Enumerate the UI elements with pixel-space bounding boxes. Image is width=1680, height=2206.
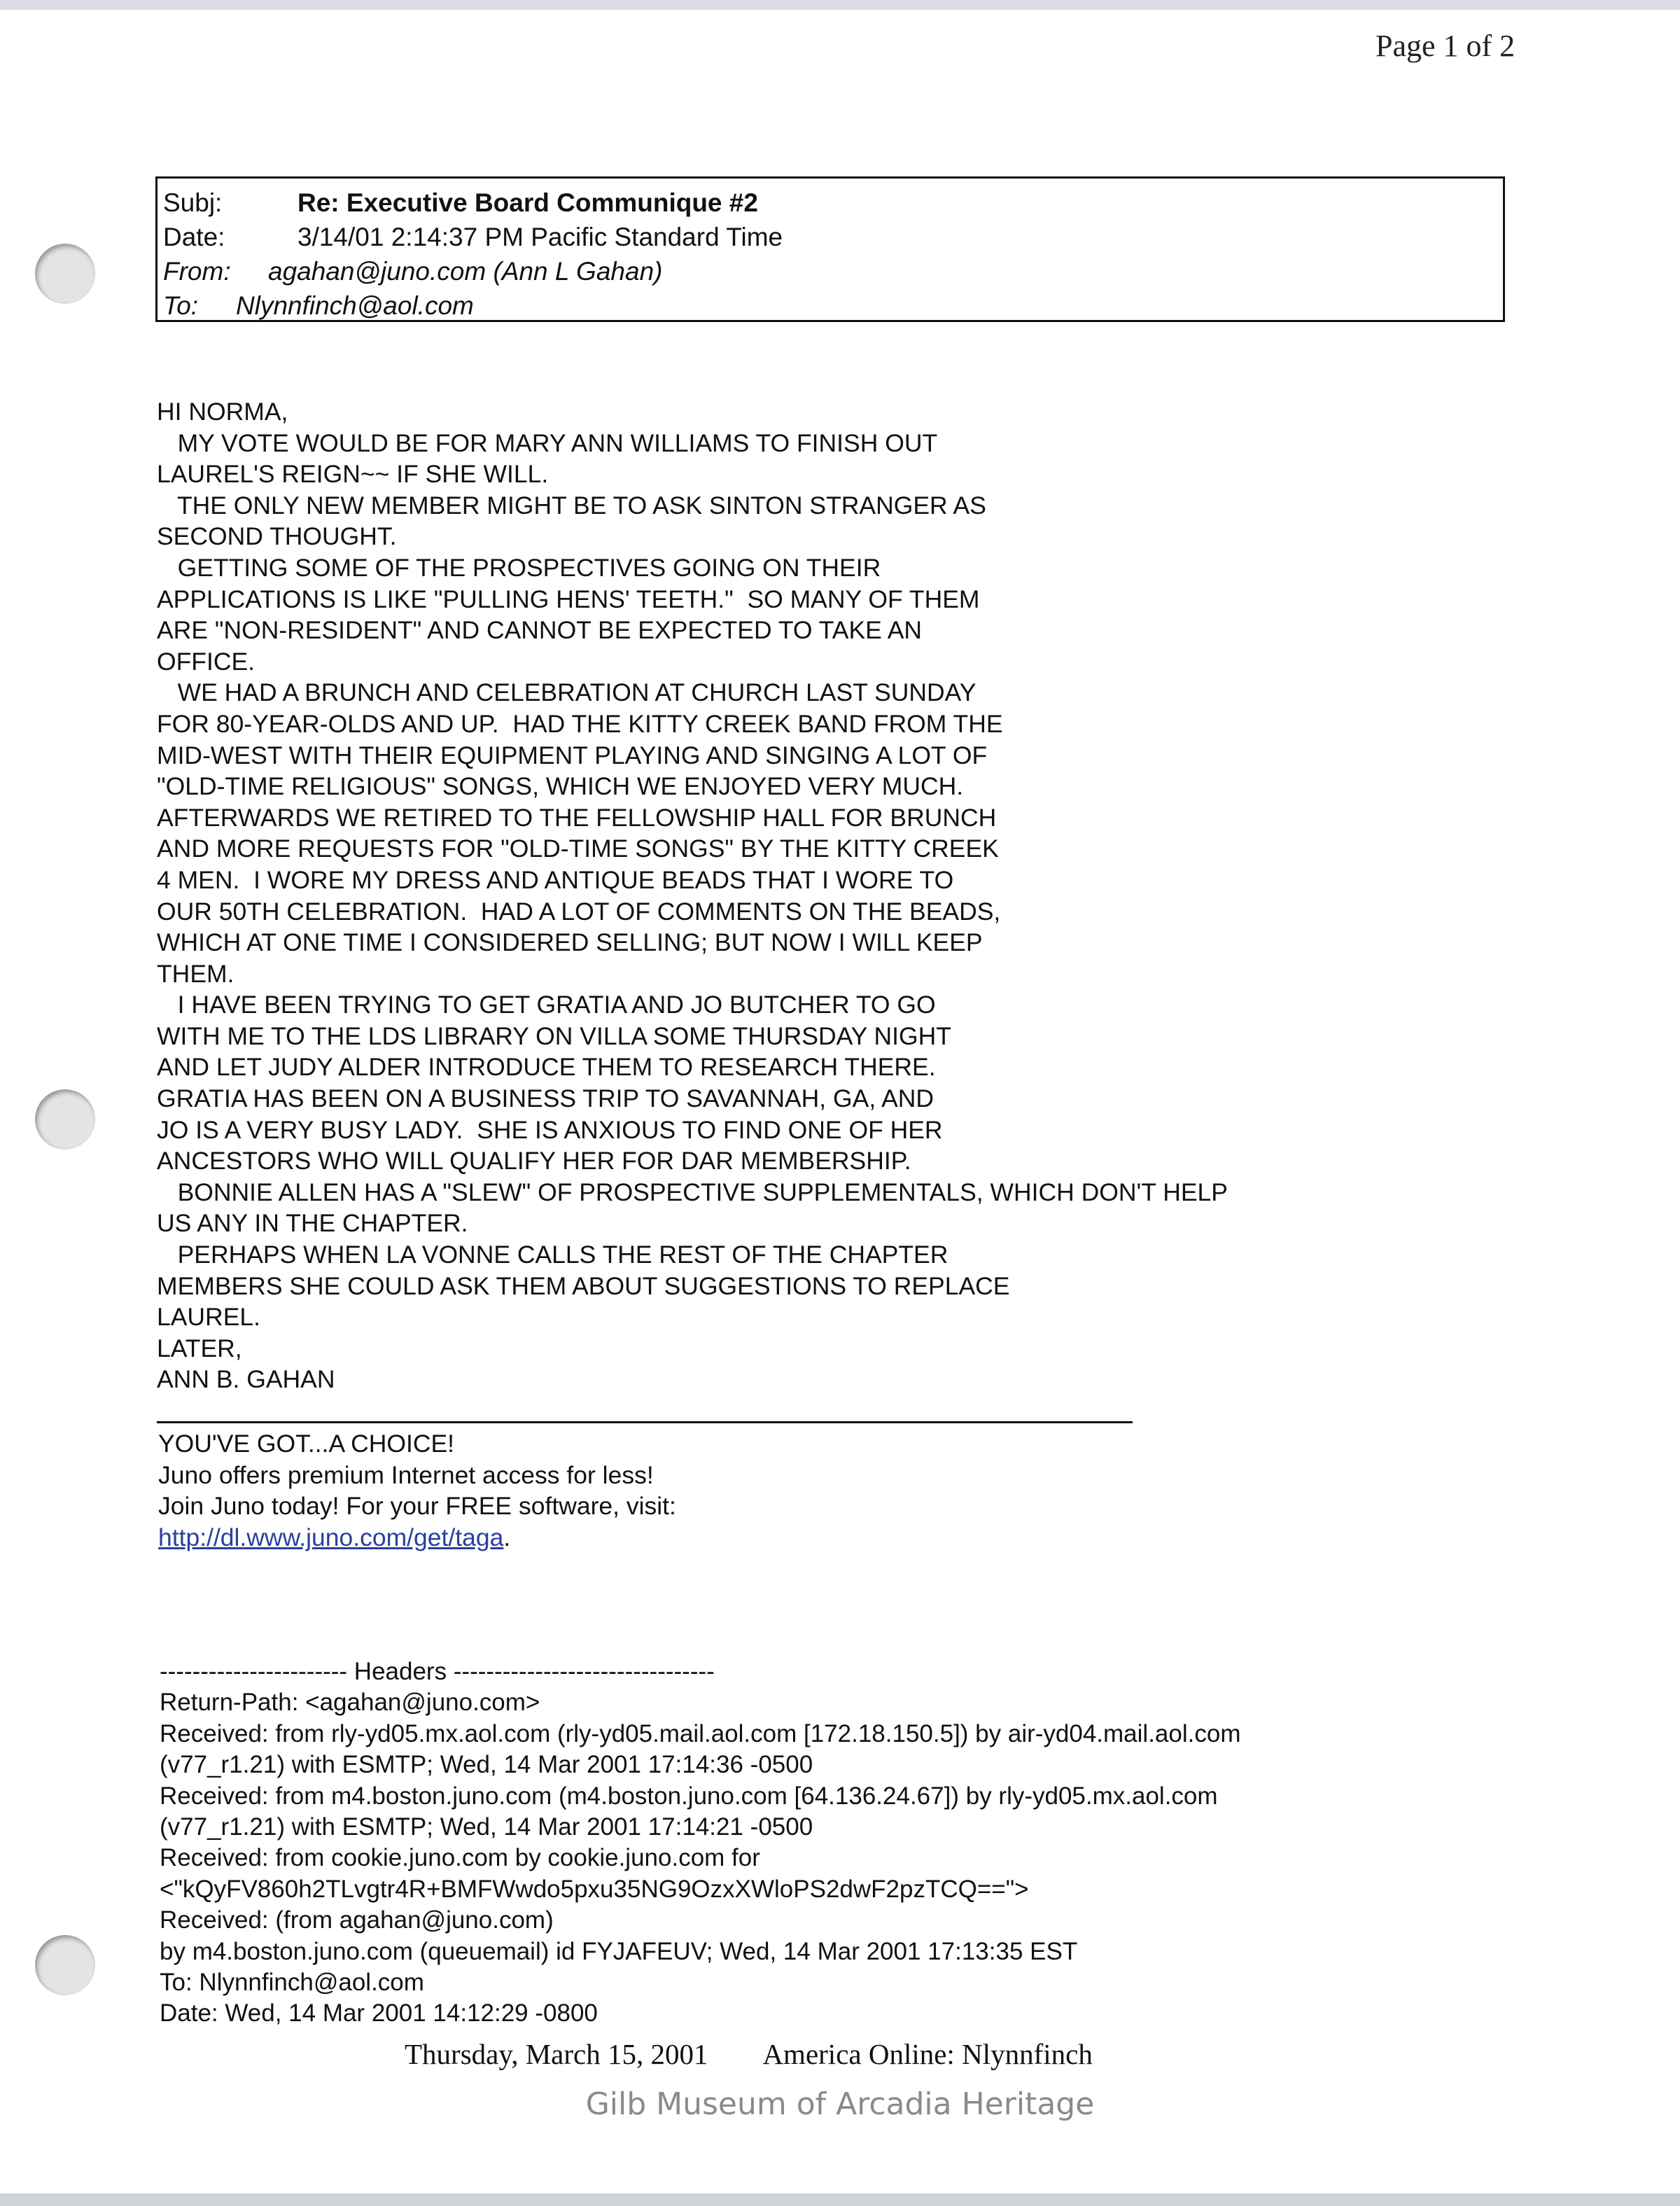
to-value: Nlynnfinch@aol.com <box>236 291 474 320</box>
header-line: Received: from m4.boston.juno.com (m4.boston.juno.com [64.136.24.67]) by rly-yd05.mx.aol.com <box>160 1782 1218 1810</box>
body-line: AND MORE REQUESTS FOR "OLD-TIME SONGS" BY THE KITTY CREEK <box>157 835 999 863</box>
body-line: FOR 80-YEAR-OLDS AND UP. HAD THE KITTY CREEK BAND FROM THE <box>157 709 1003 738</box>
header-line: Return-Path: <agahan@juno.com> <box>160 1689 540 1717</box>
body-line: OUR 50TH CELEBRATION. HAD A LOT OF COMMENTS ON THE BEADS, <box>157 897 1001 926</box>
header-line: Received: from cookie.juno.com by cookie.juno.com for <box>160 1844 760 1872</box>
body-line: WE HAD A BRUNCH AND CELEBRATION AT CHURCH LAST SUNDAY <box>157 678 976 707</box>
to-label: To: <box>163 291 199 320</box>
body-line: MID-WEST WITH THEIR EQUIPMENT PLAYING AND SINGING A LOT OF <box>157 741 988 769</box>
ad-line: Join Juno today! For your FREE software, visit: <box>158 1492 676 1521</box>
header-line: <"kQyFV860h2TLvgtr4R+BMFWwdo5pxu35NG9OzxXWloPS2dwF2pzTCQ=="> <box>160 1875 1029 1903</box>
body-line: AND LET JUDY ALDER INTRODUCE THEM TO RESEARCH THERE. <box>157 1053 936 1082</box>
from-row <box>163 254 1497 288</box>
email-header-box <box>155 176 1505 322</box>
body-line: SECOND THOUGHT. <box>157 522 397 551</box>
subject-label: Subj: <box>163 188 223 217</box>
juno-advertisement <box>158 1428 1278 1553</box>
body-line: "OLD-TIME RELIGIOUS" SONGS, WHICH WE ENJOYED VERY MUCH. <box>157 772 964 801</box>
email-body <box>157 396 1431 1395</box>
body-line: WHICH AT ONE TIME I CONSIDERED SELLING; BUT NOW I WILL KEEP <box>157 928 983 957</box>
body-line: APPLICATIONS IS LIKE "PULLING HENS' TEETH." SO MANY OF THEM <box>157 585 980 613</box>
binder-hole <box>35 244 95 304</box>
body-line: US ANY IN THE CHAPTER. <box>157 1209 468 1238</box>
body-line: ANCESTORS WHO WILL QUALIFY HER FOR DAR MEMBERSHIP. <box>157 1147 911 1175</box>
raw-headers <box>160 1656 1490 2030</box>
page-number: Page 1 of 2 <box>1376 29 1516 63</box>
to-row <box>163 288 1497 323</box>
body-line: THE ONLY NEW MEMBER MIGHT BE TO ASK SINTON STRANGER AS <box>157 491 986 519</box>
header-line: (v77_r1.21) with ESMTP; Wed, 14 Mar 2001 17:14:36 -0500 <box>160 1751 813 1779</box>
museum-watermark: Gilb Museum of Arcadia Heritage <box>585 2086 1095 2122</box>
header-line: Date: Wed, 14 Mar 2001 14:12:29 -0800 <box>160 1999 598 2027</box>
subject-row <box>163 186 1497 220</box>
body-line: ARE "NON-RESIDENT" AND CANNOT BE EXPECTED TO TAKE AN <box>157 616 923 645</box>
header-line: ----------------------- Headers -------------------------------- <box>160 1658 715 1685</box>
binder-hole <box>35 1935 95 1995</box>
body-line: AFTERWARDS WE RETIRED TO THE FELLOWSHIP HALL FOR BRUNCH <box>157 803 997 832</box>
body-line: BONNIE ALLEN HAS A "SLEW" OF PROSPECTIVE SUPPLEMENTALS, WHICH DON'T HELP <box>157 1178 1228 1206</box>
body-line: MEMBERS SHE COULD ASK THEM ABOUT SUGGESTIONS TO REPLACE <box>157 1271 1010 1300</box>
from-label: From: <box>163 257 231 286</box>
print-date: Thursday, March 15, 2001 <box>405 2038 708 2070</box>
juno-software-link[interactable]: http://dl.www.juno.com/get/taga <box>158 1523 504 1551</box>
body-line: HI NORMA, <box>157 398 288 426</box>
body-line: WITH ME TO THE LDS LIBRARY ON VILLA SOME THURSDAY NIGHT <box>157 1021 951 1050</box>
subject-value: Re: Executive Board Communique #2 <box>298 188 758 217</box>
print-service: America Online: Nlynnfinch <box>762 2038 1093 2070</box>
from-value: agahan@juno.com (Ann L Gahan) <box>268 257 663 286</box>
body-line: JO IS A VERY BUSY LADY. SHE IS ANXIOUS TO FIND ONE OF HER <box>157 1115 943 1144</box>
date-row <box>163 220 1497 254</box>
header-line: Received: from rly-yd05.mx.aol.com (rly-yd05.mail.aol.com [172.18.150.5]) by air-yd04.mail.aol.com <box>160 1719 1241 1747</box>
body-line: 4 MEN. I WORE MY DRESS AND ANTIQUE BEADS THAT I WORE TO <box>157 865 954 894</box>
date-label: Date: <box>163 223 225 251</box>
signature-divider <box>157 1421 1133 1423</box>
body-line: GRATIA HAS BEEN ON A BUSINESS TRIP TO SAVANNAH, GA, AND <box>157 1084 934 1113</box>
body-line: LATER, <box>157 1334 242 1362</box>
ad-link-line <box>158 1522 1278 1554</box>
body-line: GETTING SOME OF THE PROSPECTIVES GOING ON THEIR <box>157 553 881 582</box>
link-suffix: . <box>503 1523 511 1551</box>
header-line: To: Nlynnfinch@aol.com <box>160 1969 424 1997</box>
header-line: Received: (from agahan@juno.com) <box>160 1906 554 1934</box>
body-line: OFFICE. <box>157 647 255 676</box>
body-line: ANN B. GAHAN <box>157 1365 335 1394</box>
binder-hole <box>35 1089 95 1150</box>
body-line: PERHAPS WHEN LA VONNE CALLS THE REST OF THE CHAPTER <box>157 1241 948 1269</box>
body-line: LAUREL. <box>157 1303 260 1332</box>
print-footer <box>405 2037 1093 2071</box>
ad-line: Juno offers premium Internet access for less! <box>158 1460 654 1489</box>
body-line: LAUREL'S REIGN~~ IF SHE WILL. <box>157 460 549 489</box>
header-line: (v77_r1.21) with ESMTP; Wed, 14 Mar 2001 17:14:21 -0500 <box>160 1813 813 1841</box>
date-value: 3/14/01 2:14:37 PM Pacific Standard Time <box>298 223 783 251</box>
body-line: THEM. <box>157 959 234 988</box>
body-line: I HAVE BEEN TRYING TO GET GRATIA AND JO BUTCHER TO GO <box>157 991 936 1019</box>
body-line: MY VOTE WOULD BE FOR MARY ANN WILLIAMS TO FINISH OUT <box>157 428 938 457</box>
header-line: by m4.boston.juno.com (queuemail) id FYJAFEUV; Wed, 14 Mar 2001 17:13:35 EST <box>160 1937 1078 1965</box>
ad-line: YOU'VE GOT...A CHOICE! <box>158 1430 455 1458</box>
